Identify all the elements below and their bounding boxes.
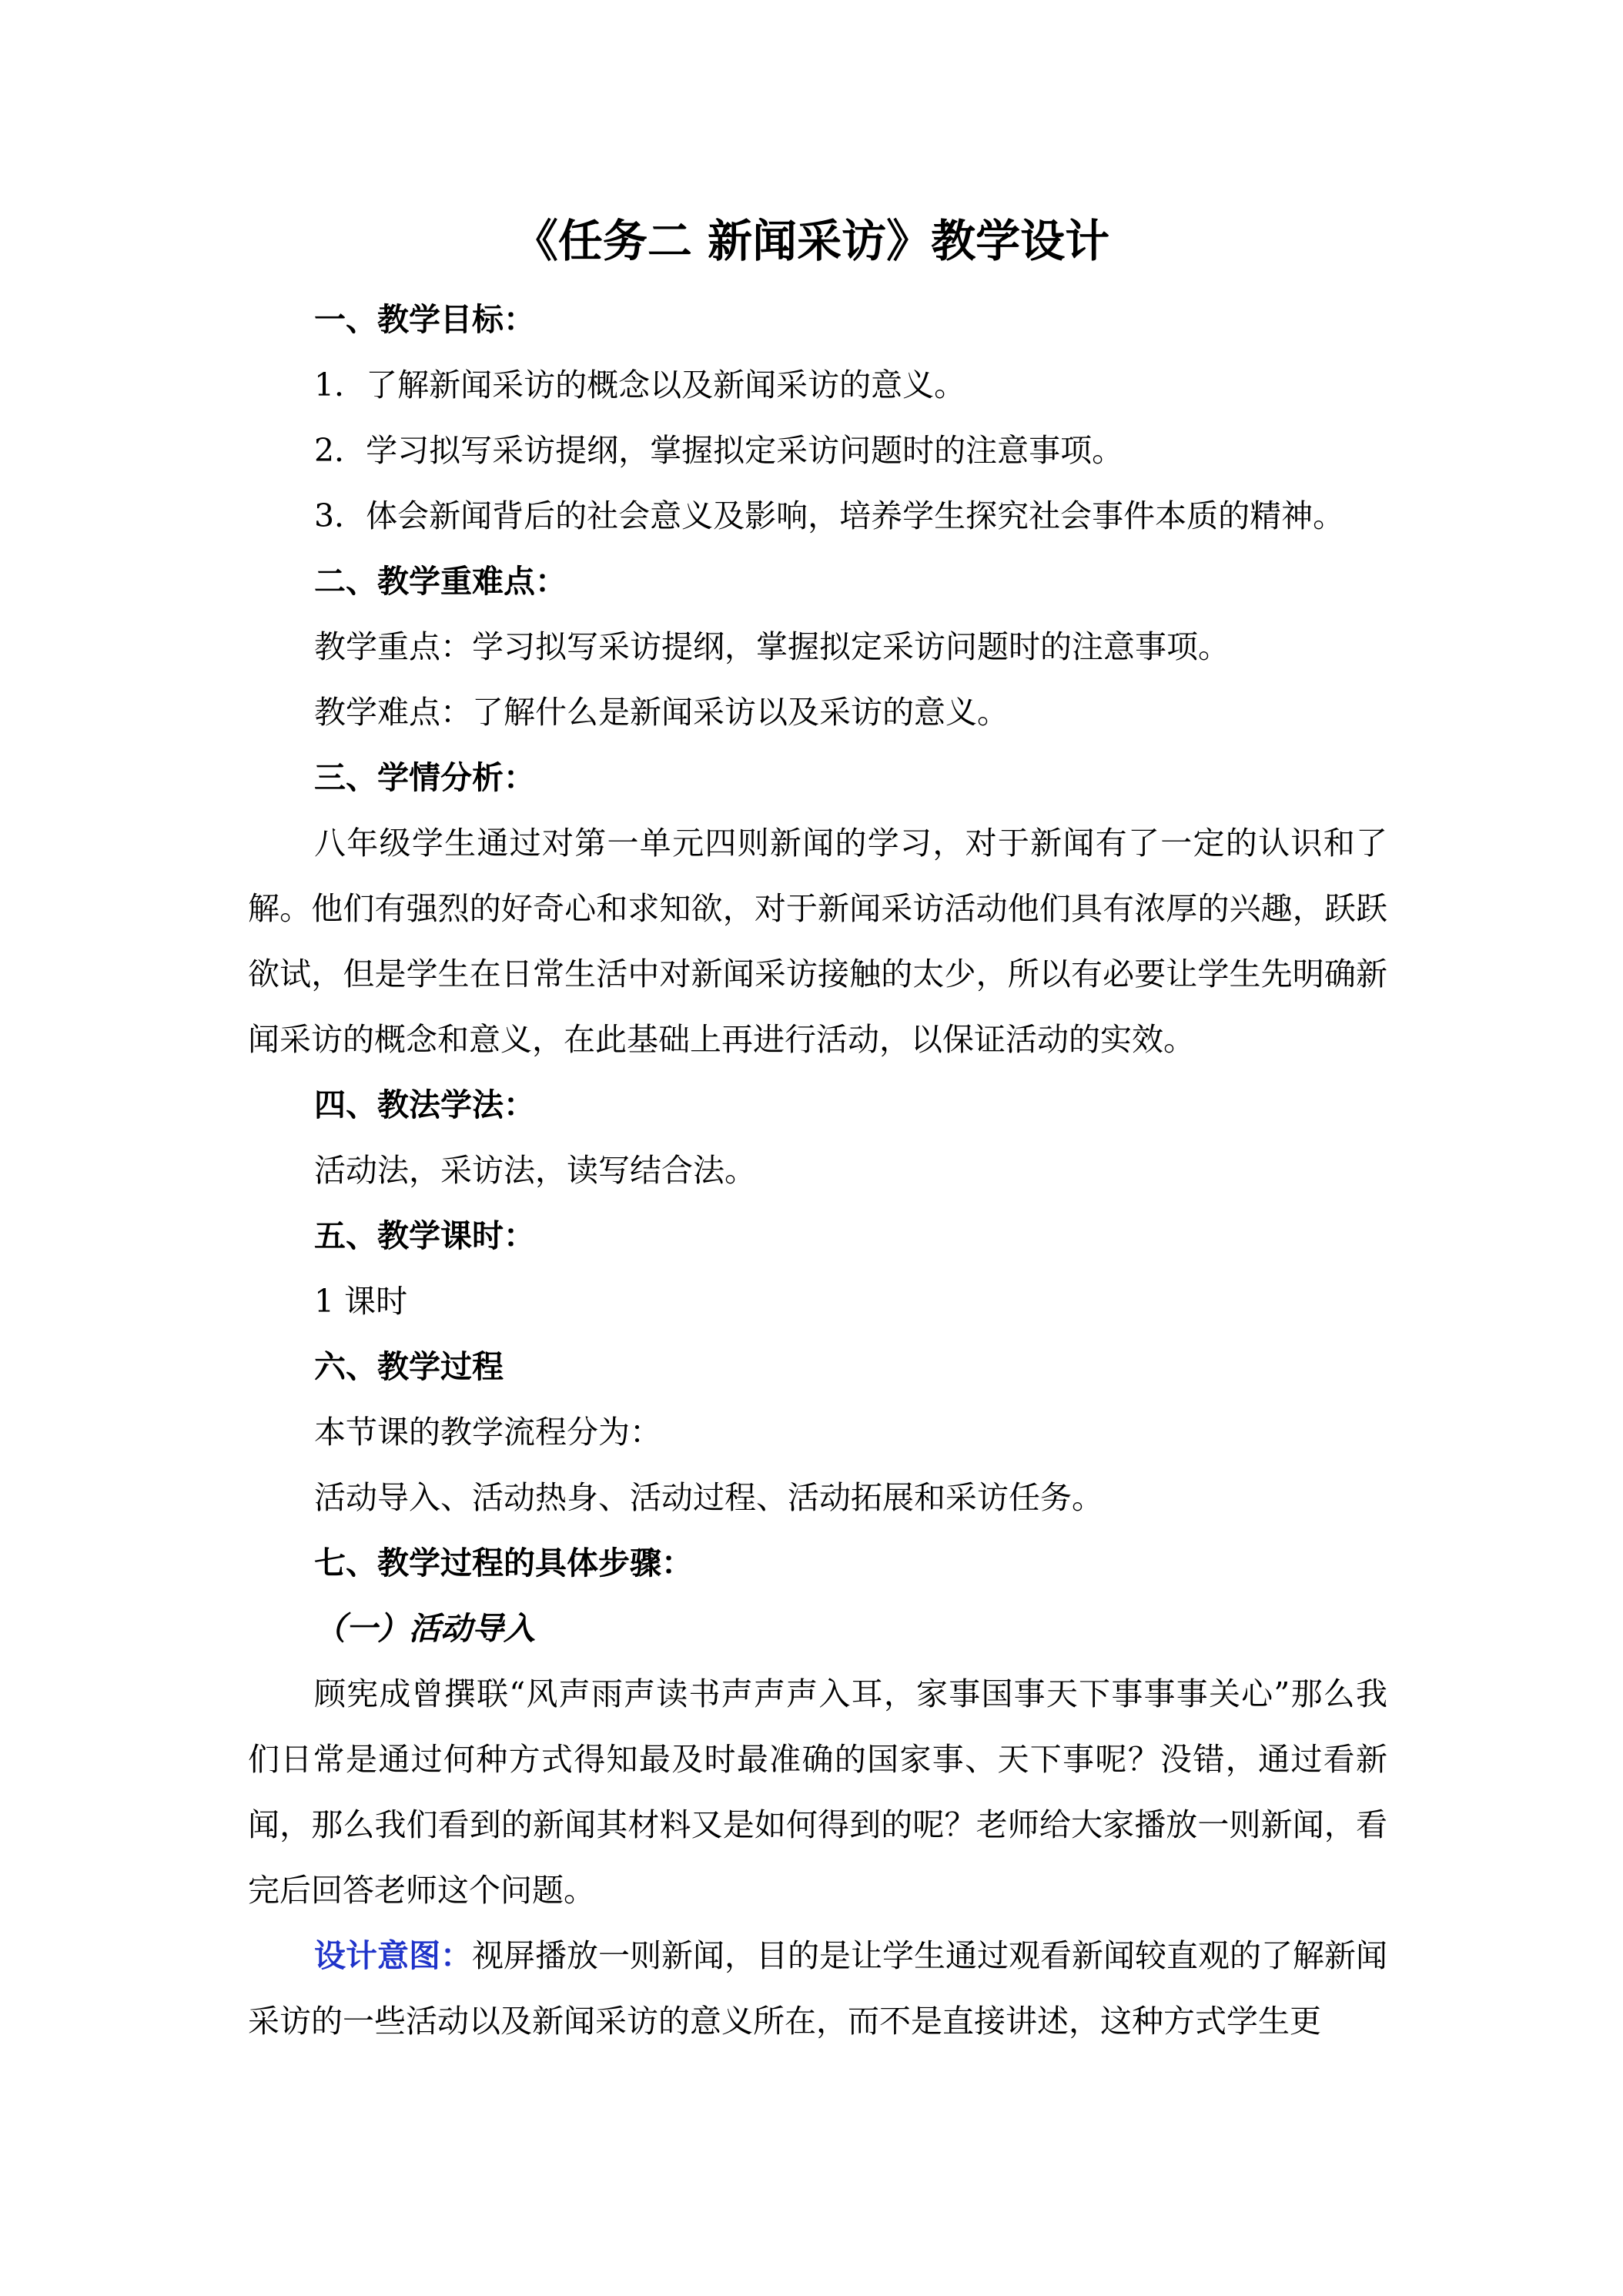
section-heading-process: 六、教学过程 xyxy=(314,1348,504,1385)
section-heading-goals: 一、教学目标： xyxy=(314,301,535,338)
design-intent-label: 设计意图： xyxy=(314,1937,472,1974)
goal-item-2: 2．学习拟写采访提纲，掌握拟定采访问题时的注意事项。 xyxy=(314,432,1124,469)
section-heading-methods: 四、教法学法： xyxy=(314,1086,535,1123)
goal-item-3: 3．体会新闻背后的社会意义及影响，培养学生探究社会事件本质的精神。 xyxy=(314,497,1345,534)
methods-text: 活动法，采访法，读写结合法。 xyxy=(314,1152,756,1189)
subsection-heading-intro: （一）活动导入 xyxy=(314,1610,535,1647)
flow-steps-text: 活动导入、活动热身、活动过程、活动拓展和采访任务。 xyxy=(314,1479,1103,1516)
section-heading-key-points: 二、教学重难点： xyxy=(314,563,567,600)
design-intent-paragraph xyxy=(248,1923,1387,2054)
flow-intro-text: 本节课的教学流程分为： xyxy=(314,1414,661,1451)
section-heading-hours: 五、教学课时： xyxy=(314,1217,535,1254)
design-intent-text: 视屏播放一则新闻，目的是让学生通过观看新闻较直观的了解新闻采访的一些活动以及新闻采访的意义所在，而不是直接讲述，这种方式学生更 xyxy=(248,1937,1387,2040)
key-point: 教学重点：学习拟写采访提纲，掌握拟定采访问题时的注意事项。 xyxy=(314,628,1230,665)
hours-text: 1 课时 xyxy=(314,1283,408,1320)
section-heading-steps: 七、教学过程的具体步骤： xyxy=(314,1545,693,1581)
section-heading-analysis: 三、学情分析： xyxy=(314,759,535,796)
difficult-point: 教学难点：了解什么是新闻采访以及采访的意义。 xyxy=(314,694,1009,731)
goal-item-1: 1．了解新闻采访的概念以及新闻采访的意义。 xyxy=(314,366,966,403)
intro-paragraph: 顾宪成曾撰联“风声雨声读书声声声入耳，家事国事天下事事事关心”那么我们日常是通过何种方式得知最及时最准确的国家事、天下事呢？没错，通过看新闻，那么我们看到的新闻其材料又是如何得到的呢？老师给大家播放一则新闻，看完后回答老师这个问题。 xyxy=(248,1675,1387,1909)
document-title: 《任务二 新闻采访》教学设计 xyxy=(513,215,1110,267)
analysis-paragraph: 八年级学生通过对第一单元四则新闻的学习，对于新闻有了一定的认识和了解。他们有强烈的好奇心和求知欲，对于新闻采访活动他们具有浓厚的兴趣，跃跃欲试，但是学生在日常生活中对新闻采访接触的太少，所以有必要让学生先明确新闻采访的概念和意义，在此基础上再进行活动，以保证活动的实效。 xyxy=(248,825,1387,1058)
